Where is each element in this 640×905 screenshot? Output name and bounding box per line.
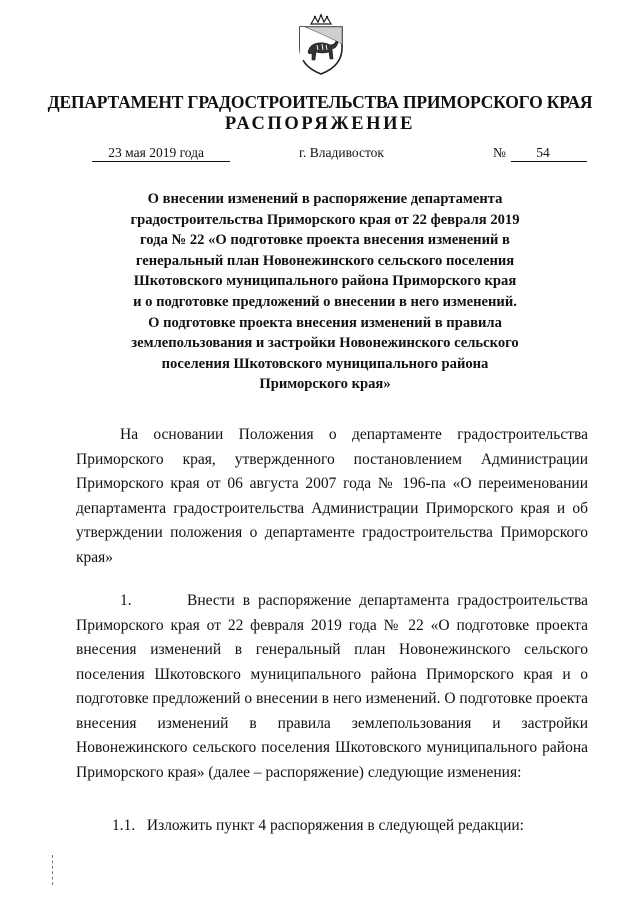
body-paragraph-item-1-1 bbox=[76, 814, 588, 839]
document-date: 23 мая 2019 года bbox=[92, 144, 230, 162]
body-paragraph-preamble bbox=[76, 423, 588, 570]
department-title: ДЕПАРТАМЕНТ ГРАДОСТРОИТЕЛЬСТВА ПРИМОРСКОГО КРАЯ bbox=[47, 92, 593, 112]
item-number: 1. bbox=[120, 592, 132, 609]
document-number: 54 bbox=[511, 144, 587, 162]
document-number-sign: № bbox=[493, 145, 506, 160]
primorsky-krai-coat-of-arms-icon bbox=[297, 14, 345, 76]
preamble-text: На основании Положения о департаменте градостроительства Приморского края, утвержденного постановлением Администрации Приморского края от 06 августа 2007 года № 196-па «О переименовании департамента градостроительства Администрации Приморского края и об утверждении положения о департаменте градостроительства Приморского края» bbox=[76, 426, 588, 566]
item-1-text: Внести в распоряжение департамента градостроительства Приморского края от 22 февраля 2019 года № 22 «О подготовке проекта внесения изменений в генеральный план Новонежинского сельского поселения Шкотовского муниципального района Приморского края и о подготовке предложений о внесении в него изменений. О подготовке проекта внесения изменений в правила землепользования и застройки Новонежинского сельского поселения Шкотовского муниципального района Приморского края» (далее – распоряжение) следующие изменения: bbox=[76, 592, 589, 781]
document-type-title: РАСПОРЯЖЕНИЕ bbox=[224, 114, 416, 134]
item-1-1-text: Изложить пункт 4 распоряжения в следующей редакции: bbox=[146, 817, 524, 834]
margin-mark bbox=[52, 855, 54, 885]
document-subject: О внесении изменений в распоряжение департамента градостроительства Приморского края от 22 февраля 2019 года № 22 «О подготовке проекта внесения изменений в генеральный план Новонежинского сельского поселения Шкотовского муниципального района Приморского края и о подготовке предложений о внесении в него изменений. О подготовке проекта внесения изменений в правила землепользования и застройки Новонежинского сельского поселения Шкотовского муниципального района Приморского края» bbox=[130, 191, 520, 393]
document-city: г. Владивосток bbox=[299, 145, 384, 160]
subitem-number: 1.1. bbox=[112, 817, 136, 834]
body-paragraph-item-1 bbox=[76, 589, 588, 785]
